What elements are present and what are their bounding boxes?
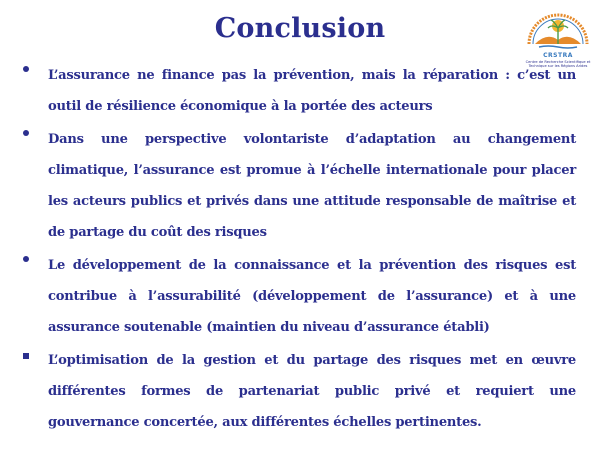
bullet-text: Le développement de la connaissance et la prévention des risques est contribue à l’assurabilité (développement de l’assurance) et à une assurance soutenable (maintien du niveau d’assurance établi) [48, 258, 576, 335]
bullet-dot-icon [23, 130, 29, 136]
bullet-square-icon [23, 353, 29, 359]
slide-title: Conclusion [214, 13, 386, 44]
bullet-text: L’assurance ne finance pas la prévention, mais la réparation : c’est un outil de résilience économique à la portée des acteurs [48, 68, 576, 114]
logo-emblem-icon [521, 4, 595, 54]
logo-subtitle: Centre de Recherche Scientifique et Technique sur les Régions Arides [525, 60, 591, 69]
bullet-list [23, 60, 576, 440]
bullet-dot-icon [23, 256, 29, 262]
list-item [23, 250, 576, 343]
list-item [23, 124, 576, 248]
bullet-text: Dans une perspective volontariste d’adaptation au changement climatique, l’assurance est promue à l’échelle internationale pour placer les acteurs publics et privés dans une attitude responsable de maîtrise et de partage du coût des risques [48, 132, 576, 240]
logo-acronym: CRSTRA [543, 52, 573, 59]
list-item [23, 60, 576, 122]
bullet-text: L’optimisation de la gestion et du partage des risques met en œuvre différentes formes de partenariat public privé et requiert une gouvernance concertée, aux différentes échelles pertinentes. [48, 353, 576, 430]
bullet-dot-icon [23, 66, 29, 72]
list-item [23, 345, 576, 438]
